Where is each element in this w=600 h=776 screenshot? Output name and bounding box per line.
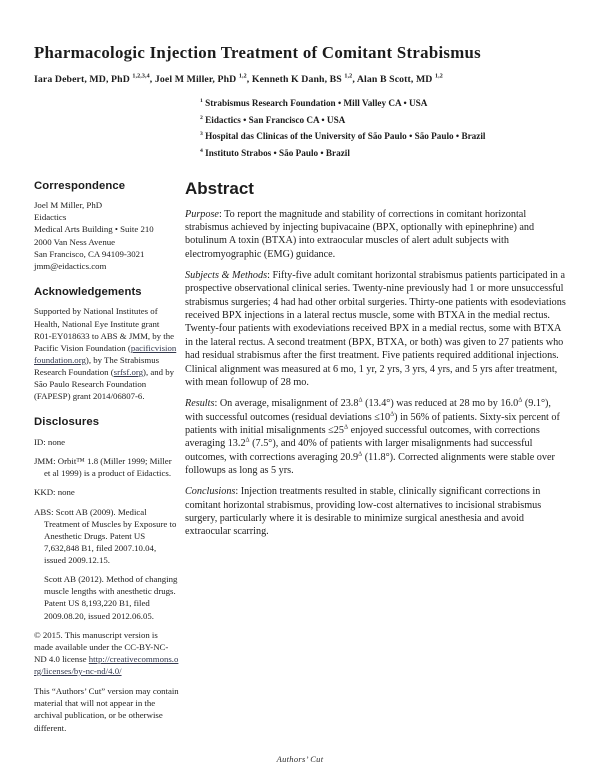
results-label: Results <box>185 398 215 410</box>
content-columns <box>34 179 570 747</box>
prism-diopter-sup: Δ <box>358 450 363 458</box>
author-affil-sup: 1,2 <box>435 74 443 81</box>
purpose-label: Purpose <box>185 208 219 220</box>
correspondence-address: Medical Arts Building • Suite 210 <box>34 224 154 235</box>
abstract-methods <box>185 269 570 389</box>
affiliation-number: 2 <box>200 114 203 121</box>
conclusions-text: : Injection treatments resulted in stable, clinically significant corrections in comitant horizontal strabismus, providing low-cost alternatives to incisional strabismus surgery, particularly where it is desirable to minimize surgical anesthesia and avoid extraocular scarring. <box>185 486 542 538</box>
author-name: , Alan B Scott, MD <box>352 74 436 86</box>
acknowledgements-text <box>34 305 179 402</box>
results-run: (11.8°). Corrected alignments were stable over followups as long as 5 yrs. <box>185 451 555 477</box>
left-sidebar <box>34 179 179 747</box>
page-footer-authors-cut: Authors’ Cut <box>276 754 324 764</box>
affiliation-number: 1 <box>200 98 203 105</box>
affiliation-list <box>200 95 570 161</box>
disclosure-kkd: KKD: none <box>34 487 75 498</box>
disclosure-id: ID: none <box>34 437 66 448</box>
license-run: © 2015. This manuscript version is made available under the CC-BY-NC-ND 4.0 license <box>34 629 169 664</box>
abstract-column <box>185 179 570 747</box>
purpose-text: : To report the magnitude and stability of corrections in comitant horizontal strabismus achieved by injecting bupivacaine (BPX, optionally with epinephrine) and botulinum A toxin (BTXA) into extraocular muscles of alert adult subjects with electromyographic (EMG) guidance. <box>185 208 535 260</box>
affiliation-text: Strabismus Research Foundation • Mill Valley CA • USA <box>202 98 428 109</box>
abstract-purpose <box>185 208 570 261</box>
disclosure-abs-patent-2012: Scott AB (2012). Method of changing muscle lengths with anesthetic drugs. Patent US 8,193,220 B1, filed 2009.08.20, issued 2012.06.05. <box>44 574 178 621</box>
results-run: : On average, misalignment of 23.8 <box>214 398 359 410</box>
correspondence-section <box>34 179 179 272</box>
disclosure-jmm: JMM: Orbit™ 1.8 (Miller 1999; Miller et al 1999) is a product of Eidactics. <box>34 456 172 479</box>
results-run: (9.1°), with successful outcomes (residual deviations ≤10 <box>185 398 551 423</box>
acknowledgements-run: Supported by National Institutes of Health, National Eye Institute grant R01-EY018633 to ABS & JMM, by the Pacific Vision Foundation ( <box>34 306 175 353</box>
authors-cut-note: This “Authors’ Cut” version may contain material that will not appear in the archival publication, or be otherwise different. <box>34 686 179 733</box>
disclosures-section <box>34 415 179 733</box>
methods-label: Subjects & Methods <box>185 270 268 281</box>
results-run: enjoyed successful outcomes, with corrections averaging 13.2 <box>185 424 540 450</box>
correspondence-heading: Correspondence <box>34 179 126 192</box>
license-text <box>34 629 179 678</box>
acknowledgements-section <box>34 285 179 403</box>
author-name: Iara Debert, MD, PhD <box>34 74 133 86</box>
methods-text: : Fifty-five adult comitant horizontal strabismus patients participated in a prospective observational clinical series. Twenty-nine previously had 1 or more unsuccessful strabismus surgeries; 4 had had other orbital surgeries. Thirty-one patients with esodeviations received BPX injections in a lateral rectus muscle, some with BTXA in the medial rectus. Twenty-four patients with exodeviations received BPX in a medial rectus, some with BTXA in the lateral rectus. A second treatment (BPX, BTXA, or both) was given to 27 patients who had residual strabismus after the first treatment. Five patients required additional injections. Clinical alignment was measured at 6 mo, 1 yr, 2 yrs, 3 yrs, 4 yrs, and 5 yrs after treatment, with mean followup of 28 mo. <box>185 270 566 388</box>
affiliation-number: 3 <box>200 131 203 138</box>
correspondence-email: jmm@eidactics.com <box>34 260 107 271</box>
prism-diopter-sup: Δ <box>358 396 363 404</box>
prism-diopter-sup: Δ <box>245 436 250 444</box>
abstract-heading: Abstract <box>185 178 254 198</box>
affiliation <box>200 128 570 145</box>
pacific-vision-foundation-link[interactable]: pacificvisionfoundation.org <box>34 342 177 365</box>
acknowledgements-heading: Acknowledgements <box>34 285 142 298</box>
disclosure-abs-patent-2009: ABS: Scott AB (2009). Medical Treatment of Muscles by Exposure to Anesthetic Drugs. Patent US 7,632,848 B1, filed 2007.10.04, issued 2009.12.15. <box>34 506 177 566</box>
results-run: ) in 56% of patients. Sixty-six percent of patients with initial misalignments ≤25 <box>185 411 560 436</box>
conclusions-label: Conclusions <box>185 486 236 498</box>
disclosures-heading: Disclosures <box>34 416 100 429</box>
author-name: , Kenneth K Danh, BS <box>246 74 345 86</box>
affiliation <box>200 112 570 129</box>
srfsf-link[interactable]: srfsf.org <box>113 367 144 378</box>
results-run: (7.5°), and 40% of patients with larger misalignments had successful outcomes, with corrections averaging 20.9 <box>185 438 533 463</box>
affiliation-number: 4 <box>200 147 203 154</box>
affiliation-text: Eidactics • San Francisco CA • USA <box>202 114 346 125</box>
abstract-results <box>185 397 570 477</box>
prism-diopter-sup: Δ <box>390 410 395 418</box>
affiliation-text: Instituto Strabos • São Paulo • Brazil <box>202 148 350 158</box>
correspondence-org: Eidactics <box>34 212 67 223</box>
affiliation <box>200 145 570 162</box>
author-affil-sup: 1,2 <box>238 74 247 81</box>
affiliation <box>200 95 570 112</box>
author-line <box>34 74 570 85</box>
cc-license-link[interactable]: http://creativecommons.org/licenses/by-nc-nd/4.0/ <box>34 653 179 677</box>
author-affil-sup: 1,2,3,4 <box>132 74 150 81</box>
author-affil-sup: 1,2 <box>344 74 353 81</box>
prism-diopter-sup: Δ <box>343 423 349 431</box>
acknowledgements-run: ), by The Strabismus Research Foundation ( <box>34 354 160 378</box>
correspondence-name: Joel M Miller, PhD <box>34 200 103 211</box>
correspondence-address: San Francisco, CA 94109-3021 <box>34 248 145 259</box>
acknowledgements-run: ), and by São Paulo Research Foundation (FAPESP) grant 2014/06807-6. <box>34 367 175 402</box>
affiliation-text: Hospital das Clinicas of the University of São Paulo • São Paulo • Brazil <box>202 131 486 142</box>
author-name: , Joel M Miller, PhD <box>149 74 239 86</box>
prism-diopter-sup: Δ <box>518 396 523 404</box>
paper-title: Pharmacologic Injection Treatment of Comitant Strabismus <box>34 43 482 62</box>
results-run: (13.4°) was reduced at 28 mo by 16.0 <box>362 398 519 410</box>
correspondence-address: 2000 Van Ness Avenue <box>34 236 116 247</box>
abstract-conclusions <box>185 485 570 538</box>
